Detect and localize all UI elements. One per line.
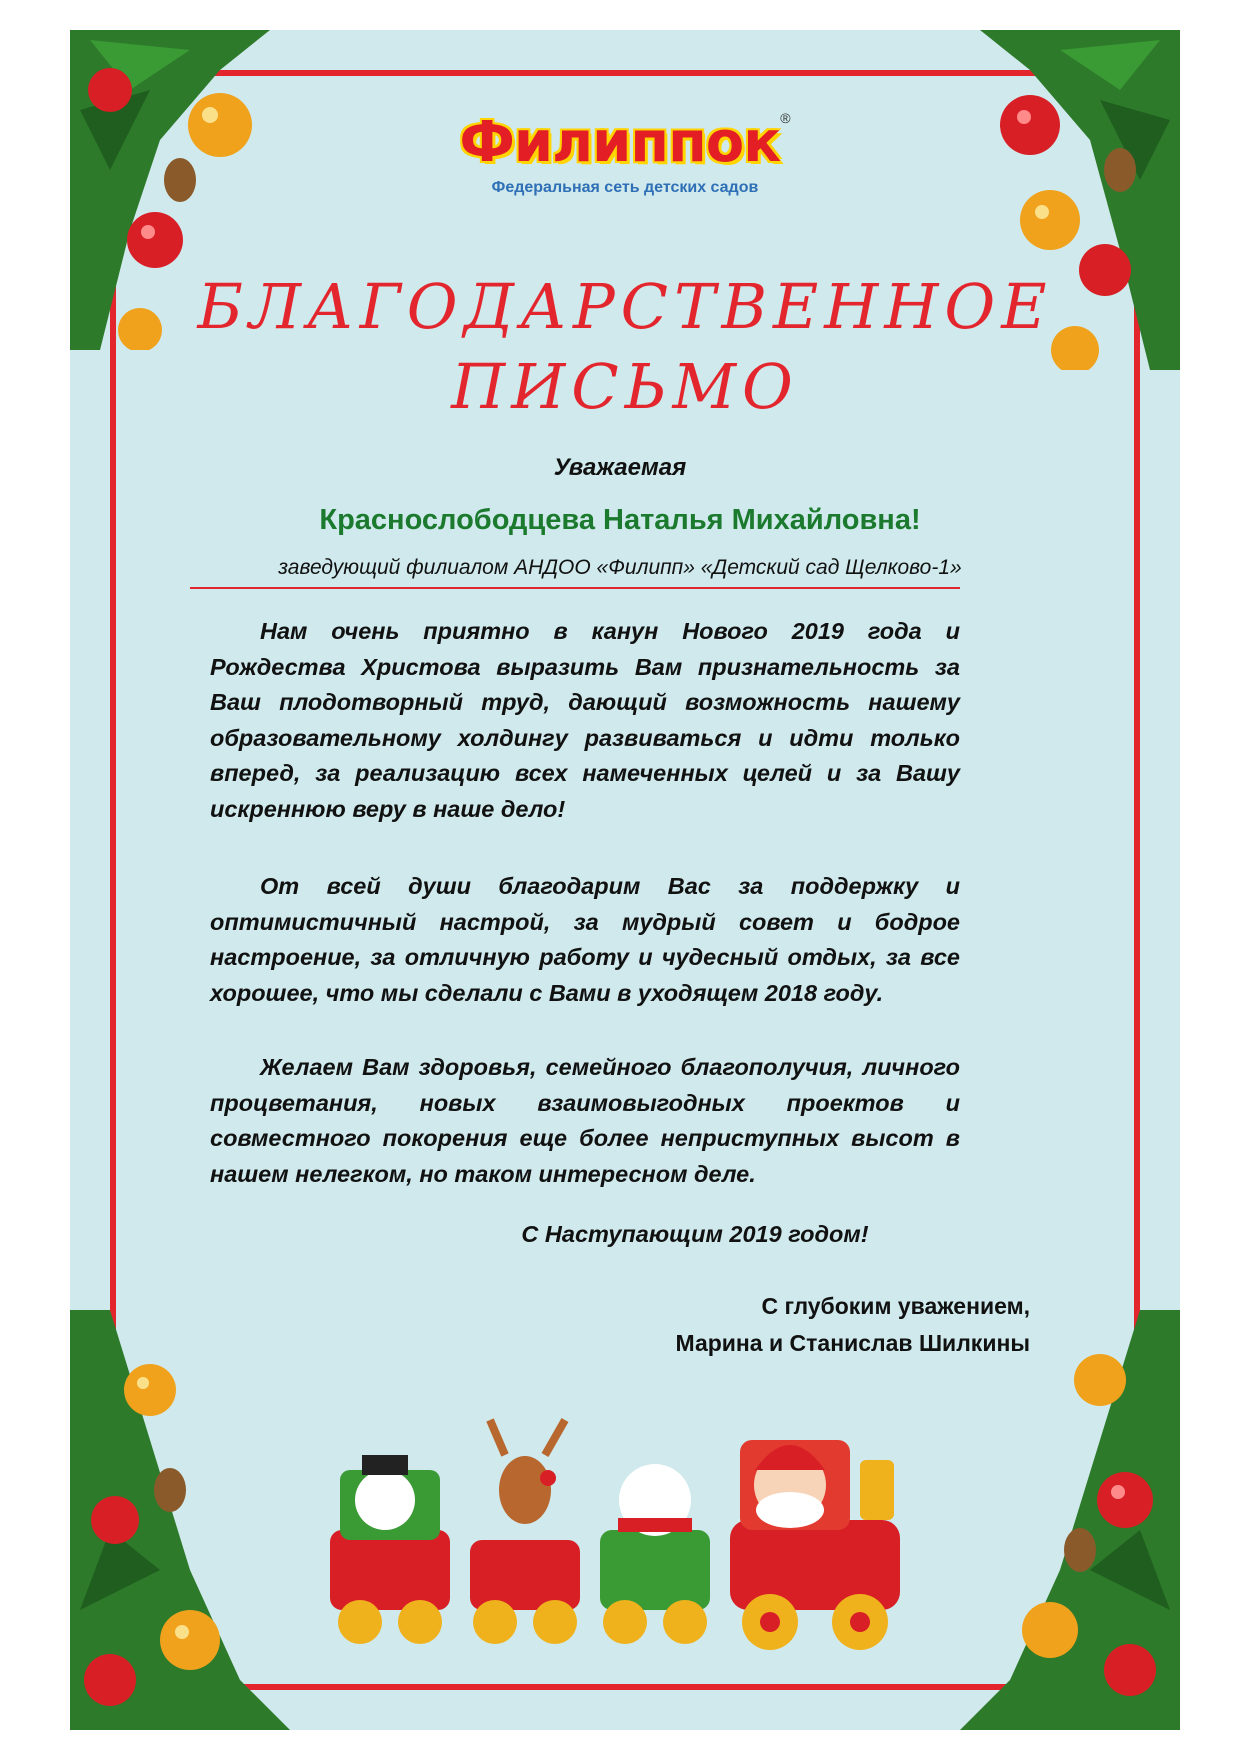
body-paragraph-1: Нам очень приятно в канун Нового 2019 года и Рождества Христова выразить Вам признательность за Ваш плодотворный труд, дающий возможность нашему образовательному холдингу развиваться и идти только вперед, за реализацию всех намеченных целей и за Вашу искреннюю веру в наше дело! <box>210 618 960 822</box>
salutation: Уважаемая <box>553 454 687 481</box>
christmas-garland-bottom-right <box>960 1310 1180 1730</box>
new-year-greeting: С Наступающим 2019 годом! <box>521 1221 869 1247</box>
registered-mark: ® <box>780 110 791 126</box>
christmas-garland-bottom-left <box>70 1310 290 1730</box>
signature-names: Марина и Станислав Шилкины <box>675 1330 1030 1356</box>
recipient-name: Краснослободцева Наталья Михайловна! <box>319 504 921 536</box>
logo-wordmark: Филиппок <box>459 110 781 175</box>
letter-title-line1: БЛАГОДАРСТВЕННОЕ <box>197 270 1053 343</box>
body-paragraph-3: Желаем Вам здоровья, семейного благополучия, личного процветания, новых взаимовыгодных проектов и совместного покорения еще более неприступных высот в нашем нелегком, но таком интересном деле. <box>210 1054 960 1187</box>
logo-tagline: Федеральная сеть детских садов <box>491 179 759 196</box>
letter-title-line2: ПИСЬМО <box>451 350 799 423</box>
recipient-position: заведующий филиалом АНДОО «Филипп» «Детский сад Щелково-1» <box>278 556 962 579</box>
signature-closing: С глубоким уважением, <box>761 1293 1030 1319</box>
brand-logo <box>70 110 1180 197</box>
body-paragraph-2: От всей души благодарим Вас за поддержку и оптимистичный настрой, за мудрый совет и бодрое настроение, за отличную работу и чудесный отдых, за все хорошее, что мы сделали с Вами в уходящем 2018 году. <box>210 873 960 1006</box>
christmas-train-illustration <box>300 1400 960 1670</box>
divider-line <box>190 587 960 589</box>
